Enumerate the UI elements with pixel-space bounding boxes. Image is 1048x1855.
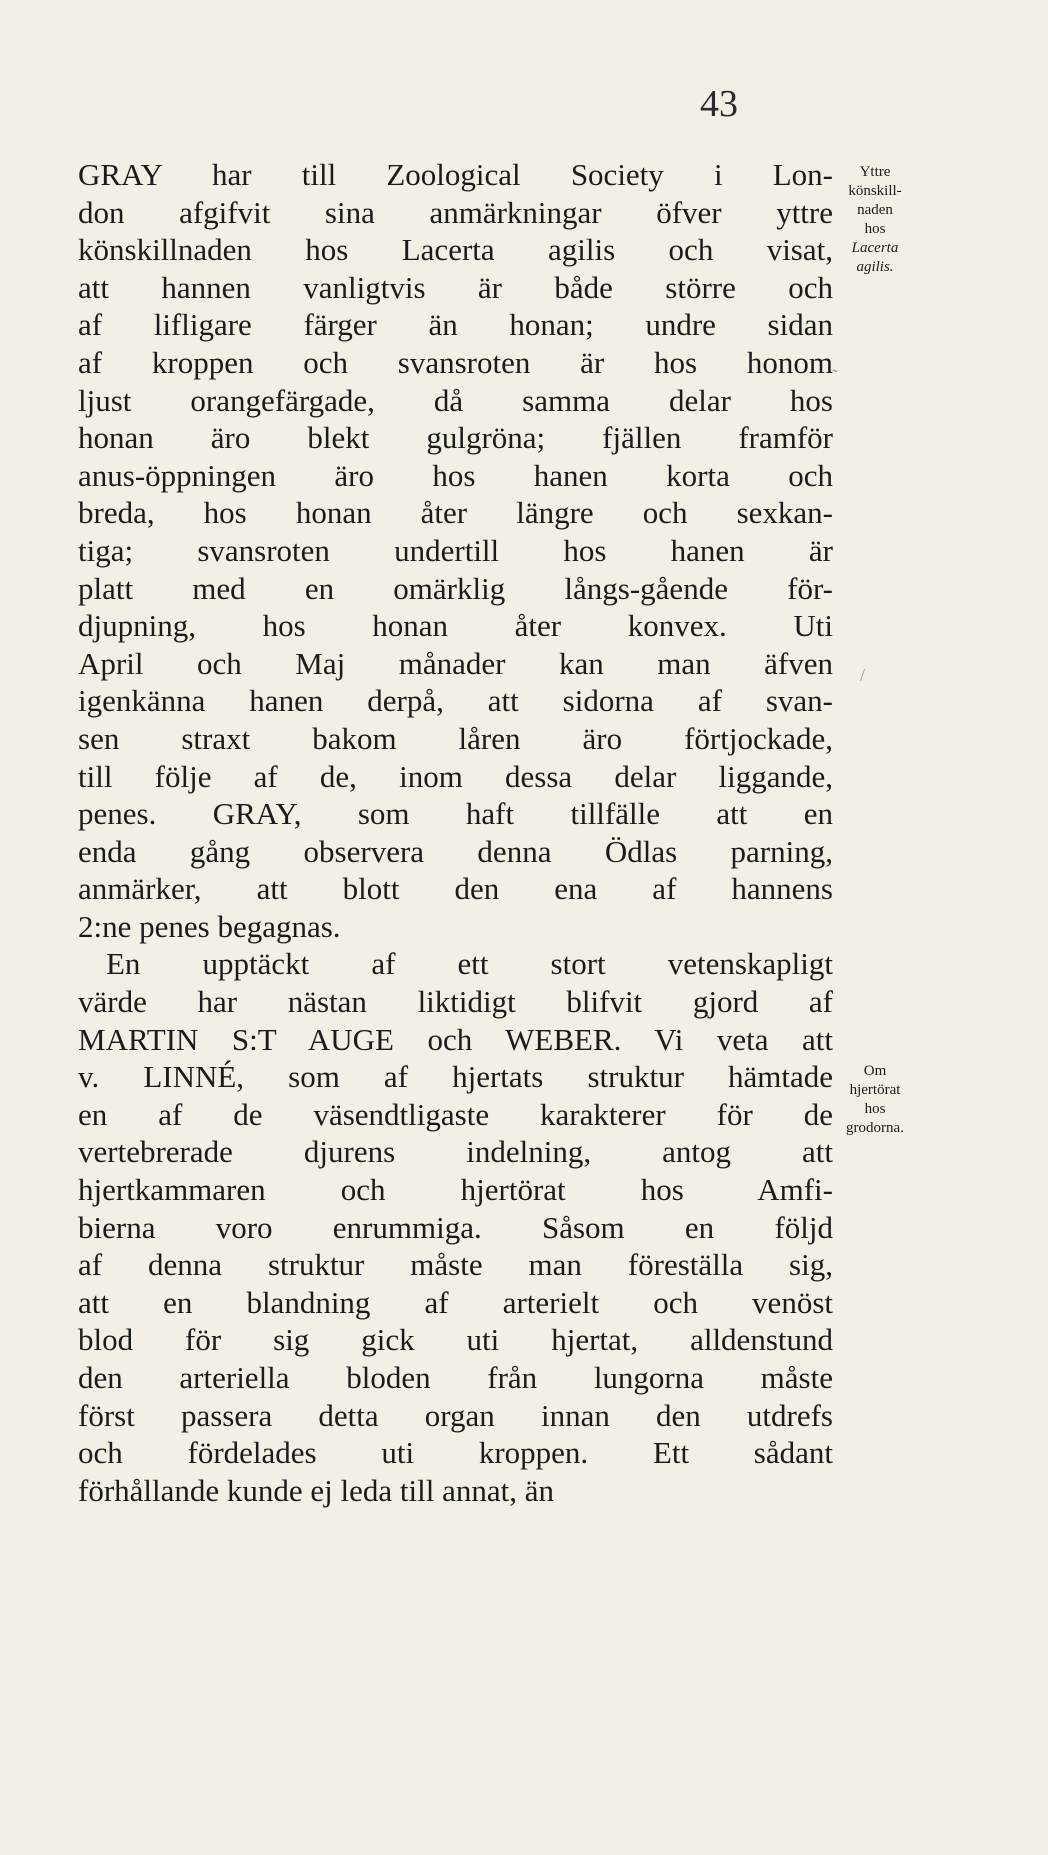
text-line: af kroppen och svansroten är hos honom bbox=[78, 344, 833, 380]
text-line: till följe af de, inom dessa delar liggande, bbox=[78, 758, 833, 794]
text-line: sen straxt bakom låren äro förtjockade, bbox=[78, 720, 833, 756]
text-line: penes. GRAY, som haft tillfälle att en bbox=[78, 796, 833, 832]
text-line: breda, hos honan åter längre och sexkan- bbox=[78, 495, 833, 531]
text-line: igenkänna hanen derpå, att sidorna af svan- bbox=[78, 683, 833, 719]
margin-note-line: hos bbox=[864, 1101, 886, 1117]
text-line: enda gång observera denna Ödlas parning, bbox=[78, 833, 833, 869]
text-line: En upptäckt af ett stort vetenskapligt bbox=[106, 946, 833, 982]
text-line: anus-öppningen äro hos hanen korta och bbox=[78, 457, 833, 493]
text-line: först passera detta organ innan den utdrefs bbox=[78, 1397, 833, 1433]
margin-note-line: Yttre bbox=[859, 164, 891, 180]
margin-note-line: grodorna. bbox=[846, 1120, 904, 1136]
text-line: v. LINNÉ, som af hjertats struktur hämtade bbox=[78, 1059, 833, 1095]
text-line: ljust orangefärgade, då samma delar hos bbox=[78, 382, 833, 418]
text-line: af lifligare färger än honan; undre sidan bbox=[78, 307, 833, 343]
text-line: att en blandning af arterielt och venöst bbox=[78, 1284, 833, 1320]
text-line: den arteriella bloden från lungorna måste bbox=[78, 1360, 833, 1395]
margin-note-line: Om bbox=[863, 1063, 887, 1079]
text-line: och fördelades uti kroppen. Ett sådant bbox=[78, 1435, 833, 1471]
text-line: bierna voro enrummiga. Såsom en följd bbox=[78, 1209, 833, 1245]
text-line: GRAY har till Zoological Society i Lon- bbox=[78, 157, 833, 192]
text-line: vertebrerade djurens indelning, antog att bbox=[78, 1134, 833, 1170]
text-line: 2:ne penes begagnas. bbox=[78, 908, 341, 944]
text-line: don afgifvit sina anmärkningar öfver yttre bbox=[78, 194, 833, 230]
text-line: värde har nästan liktidigt blifvit gjord af bbox=[78, 984, 833, 1020]
text-line: hjertkammaren och hjertörat hos Amfi- bbox=[78, 1172, 833, 1208]
page-number: 43 bbox=[700, 83, 738, 125]
text-line: könskillnaden hos Lacerta agilis och visat, bbox=[78, 232, 833, 268]
text-line: af denna struktur måste man föreställa sig, bbox=[78, 1247, 833, 1283]
paper-speck: / bbox=[860, 665, 866, 685]
text-line: blod för sig gick uti hjertat, alldenstund bbox=[78, 1322, 833, 1358]
text-line: April och Maj månader kan man äfven bbox=[78, 645, 833, 681]
margin-note-line: hjertörat bbox=[849, 1082, 901, 1098]
text-line: förhållande kunde ej leda till annat, än bbox=[78, 1472, 555, 1508]
text-line: att hannen vanligtvis är både större och bbox=[78, 269, 833, 305]
margin-note-line: naden bbox=[857, 202, 893, 218]
margin-note-line: Lacerta bbox=[851, 240, 899, 256]
text-line: en af de väsendtligaste karakterer för de bbox=[78, 1096, 833, 1132]
margin-note-line: hos bbox=[864, 221, 886, 237]
margin-note-hjertorat bbox=[790, 1062, 960, 1138]
text-line: djupning, hos honan åter konvex. Uti bbox=[78, 608, 833, 644]
margin-note-line: könskill- bbox=[848, 183, 902, 199]
body-text bbox=[78, 156, 833, 1509]
text-line: MARTIN S:T AUGE och WEBER. Vi veta att bbox=[78, 1021, 833, 1057]
margin-note-yttre-konskillnaden bbox=[790, 163, 960, 277]
paper-speck: ˜ bbox=[832, 366, 838, 386]
text-line: anmärker, att blott den ena af hannens bbox=[78, 871, 833, 907]
text-line: honan äro blekt gulgröna; fjällen framför bbox=[78, 420, 833, 456]
margin-note-line: agilis. bbox=[856, 259, 894, 275]
text-line: tiga; svansroten undertill hos hanen är bbox=[78, 532, 833, 568]
text-line: platt med en omärklig långs-gående för- bbox=[78, 570, 833, 606]
